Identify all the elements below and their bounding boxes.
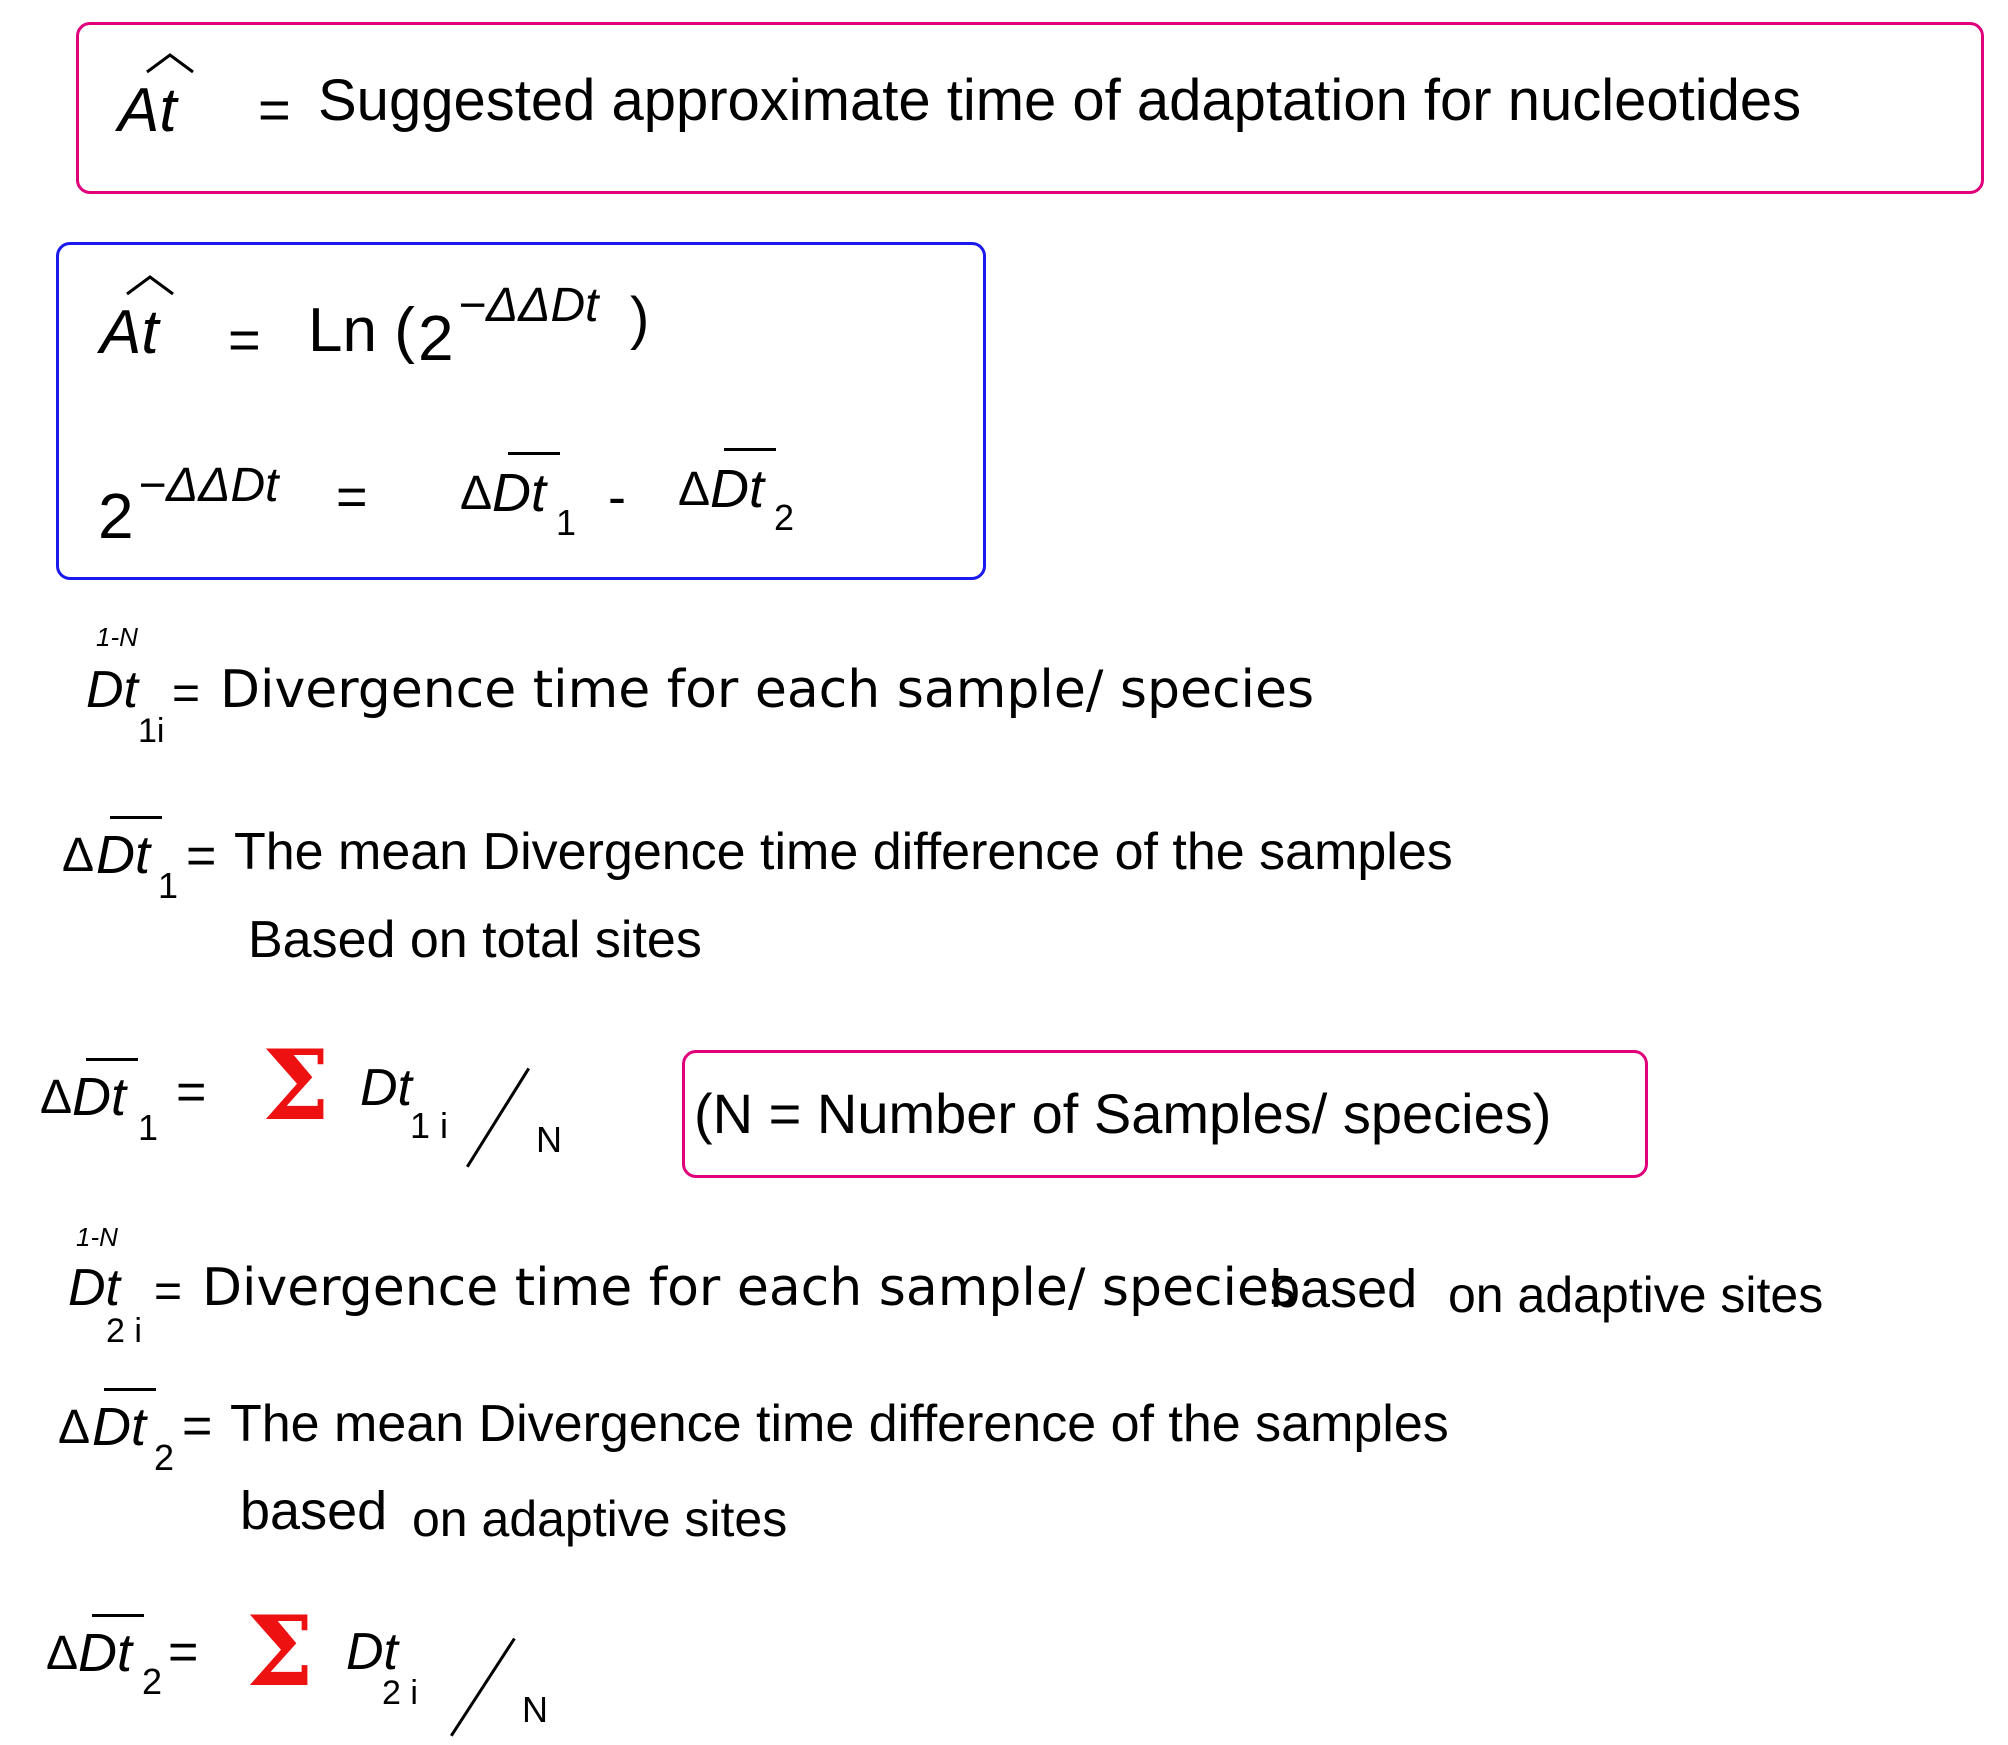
dt-symbol: Dt xyxy=(492,463,546,523)
subscript-two: 2 xyxy=(154,1437,175,1478)
mean1-definition-line2: Based on total sites xyxy=(248,911,702,969)
subscript-1i: 1i xyxy=(138,712,165,750)
subscript-two: 2 xyxy=(774,497,795,538)
n-divisor: N xyxy=(522,1689,548,1730)
delta-symbol: Δ xyxy=(58,1401,91,1454)
equals-sign: = xyxy=(168,1623,199,1681)
subscript-one: 1 xyxy=(138,1107,159,1148)
exponent-delta-delta-dt: −ΔΔDt xyxy=(458,279,599,332)
n-definition-text: (N = Number of Samples/ species) xyxy=(694,1082,1552,1145)
subscript-2i: 2 i xyxy=(382,1674,418,1712)
dt2i-definition-based: based xyxy=(1270,1259,1418,1319)
hat-accent-icon xyxy=(145,52,195,74)
subscript-2i: 2 i xyxy=(106,1312,142,1350)
subscript-one: 1 xyxy=(556,502,577,543)
range-label: 1-N xyxy=(76,1222,118,1252)
delta-symbol: Δ xyxy=(678,463,711,516)
n-divisor: N xyxy=(536,1119,562,1160)
at-symbol: At xyxy=(118,76,177,145)
dt1i-definition-text: Divergence time for each sample/ species xyxy=(220,660,1315,720)
dt-symbol: Dt xyxy=(96,825,150,885)
mean-overline xyxy=(724,448,776,451)
sigma-summation-icon: Σ xyxy=(246,1595,314,1708)
hat-accent-icon xyxy=(125,274,175,296)
dt-symbol: Dt xyxy=(346,1623,398,1681)
ln-function-open: Ln ( xyxy=(308,296,415,365)
subscript-one: 1 xyxy=(158,865,179,906)
sigma-summation-icon: Σ xyxy=(262,1029,330,1142)
delta-symbol: Δ xyxy=(460,467,493,520)
division-slash xyxy=(466,1068,530,1168)
dt-symbol: Dt xyxy=(710,459,764,519)
ln-function-close: ) xyxy=(630,286,650,351)
minus-sign: - xyxy=(608,467,626,527)
delta-symbol: Δ xyxy=(46,1627,79,1680)
mean2-definition-based: based xyxy=(240,1481,388,1541)
dt-symbol: Dt xyxy=(68,1259,120,1317)
equals-sign: = xyxy=(336,467,368,527)
base-two: 2 xyxy=(98,480,134,552)
dt2i-definition-adaptive: on adaptive sites xyxy=(1448,1267,1824,1323)
division-slash xyxy=(450,1638,516,1737)
dt-symbol: Dt xyxy=(72,1067,126,1127)
subscript-two: 2 xyxy=(142,1661,163,1702)
equals-sign: = xyxy=(172,667,201,720)
subscript-1i: 1 i xyxy=(410,1105,449,1146)
delta-symbol: Δ xyxy=(40,1071,73,1124)
mean-overline xyxy=(110,816,162,819)
adaptation-time-definition-text: Suggested approximate time of adaptation for nucleotides xyxy=(318,68,1802,133)
delta-symbol: Δ xyxy=(62,829,95,882)
equals-sign: = xyxy=(182,1397,213,1455)
mean-overline xyxy=(92,1614,144,1617)
dt2i-definition-text: Divergence time for each sample/ species xyxy=(202,1258,1297,1318)
equals-sign: = xyxy=(186,827,217,885)
mean-overline xyxy=(86,1058,138,1061)
mean2-definition-line1: The mean Divergence time difference of the samples xyxy=(230,1395,1449,1453)
mean-overline xyxy=(104,1388,156,1391)
mean1-definition-line1: The mean Divergence time difference of the samples xyxy=(234,823,1453,881)
base-two: 2 xyxy=(418,302,454,374)
at-symbol: At xyxy=(100,298,159,367)
dt-symbol: Dt xyxy=(86,661,138,719)
equals-sign: = xyxy=(258,78,291,141)
dt-symbol: Dt xyxy=(78,1623,132,1683)
exponent-delta-delta-dt: −ΔΔDt xyxy=(138,459,279,512)
mean-overline xyxy=(508,452,560,455)
equals-sign: = xyxy=(154,1265,183,1318)
mean2-definition-adaptive: on adaptive sites xyxy=(412,1491,788,1547)
range-label: 1-N xyxy=(96,622,138,652)
equals-sign: = xyxy=(228,308,261,371)
equals-sign: = xyxy=(176,1063,207,1121)
dt-symbol: Dt xyxy=(360,1059,412,1117)
dt-symbol: Dt xyxy=(92,1397,146,1457)
